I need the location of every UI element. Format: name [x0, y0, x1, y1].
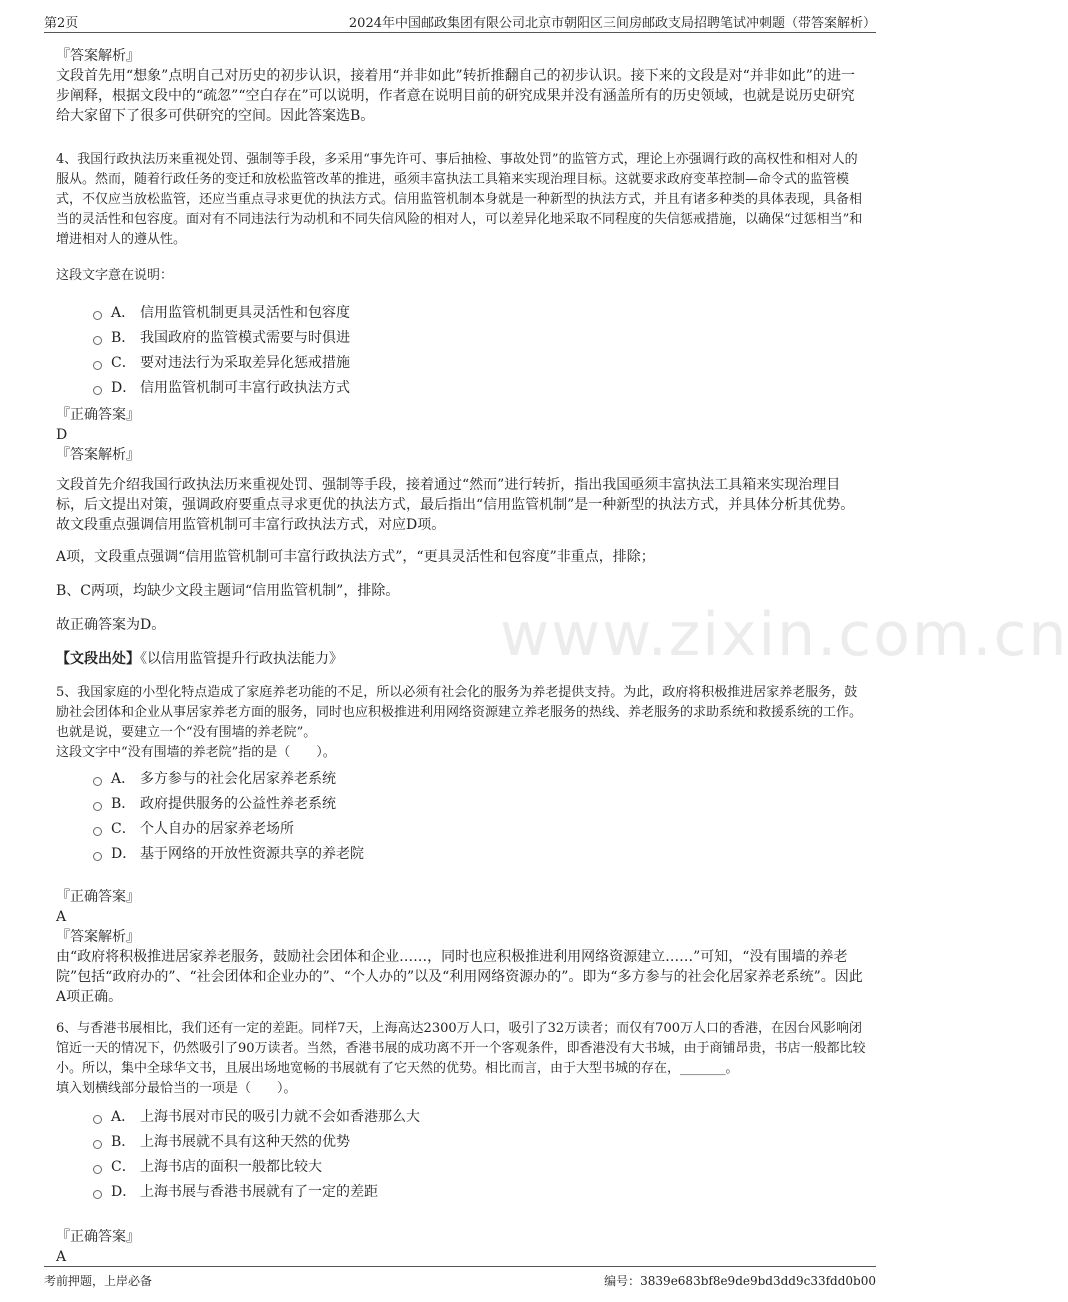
footer-slogan: 考前押题，上岸必备	[44, 1274, 153, 1288]
q4-source-title: 《以信用监管提升行政执法能力》	[140, 651, 343, 667]
radio-icon[interactable]	[93, 311, 102, 320]
q5-options	[56, 767, 868, 867]
radio-icon[interactable]	[93, 777, 102, 786]
radio-icon[interactable]	[93, 361, 102, 370]
q4-analysis-4: 故正确答案为D。	[56, 617, 166, 633]
q4-analysis-2: A项，文段重点强调“信用监管机制可丰富行政执法方式”，“更具灵活性和包容度”非重点，排除；	[56, 549, 655, 565]
q6-correct-answer: A	[56, 1249, 67, 1265]
q4-analysis-label: 『答案解析』	[56, 447, 140, 463]
radio-icon[interactable]	[93, 852, 102, 861]
q5-option-c[interactable]: C． 个人自办的居家养老场所	[56, 817, 868, 842]
q4-option-c[interactable]: C． 要对违法行为采取差异化惩戒措施	[56, 351, 868, 376]
q4-prompt: 这段文字意在说明：	[56, 268, 174, 283]
q5-stem: 5、我国家庭的小型化特点造成了家庭养老功能的不足，所以必须有社会化的服务为养老提供支持。为此，政府将积极推进居家养老服务，鼓励社会团体和企业从事居家养老方面的服务，同时也应积极推进利用网络资源建立养老服务的热线、养老服务的求助系统和救援系统的工作。也就是说，要建立一个“没有围墙的养老院”。	[56, 685, 863, 740]
q4-option-b[interactable]: B． 我国政府的监管模式需要与时俱进	[56, 326, 868, 351]
q4-option-a[interactable]: A． 信用监管机制更具灵活性和包容度	[56, 301, 868, 326]
q6-option-c[interactable]: C． 上海书店的面积一般都比较大	[56, 1155, 868, 1180]
page-footer	[44, 1266, 876, 1291]
radio-icon[interactable]	[93, 802, 102, 811]
q3-analysis: 文段首先用“想象”点明自己对历史的初步认识，接着用“并非如此”转折推翻自己的初步认识。接下来的文段是对“并非如此”的进一步阐释，根据文段中的“疏忽”“空白存在”可以说明，作者意在说明目前的研究成果并没有涵盖所有的历史领域，也就是说历史研究给大家留下了很多可供研究的空间。因此答案选B。	[56, 68, 855, 124]
page-number: 第2页	[44, 16, 79, 31]
radio-icon[interactable]	[93, 386, 102, 395]
q5-correct-label: 『正确答案』	[56, 889, 140, 905]
q5-option-d[interactable]: D． 基于网络的开放性资源共享的养老院	[56, 842, 868, 867]
radio-icon[interactable]	[93, 1165, 102, 1174]
q4-correct-answer: D	[56, 427, 68, 443]
q4-analysis-1: 文段首先介绍我国行政执法历来重视处罚、强制等手段，接着通过“然而”进行转折，指出我国亟须丰富执法工具箱来实现治理目标，后文提出对策，强调政府要重点寻求更优的执法方式，最后指出“信用监管机制”是一种新型的执法方式，并具体分析其优势。故文段重点强调信用监管机制可丰富行政执法方式，对应D项。	[56, 477, 855, 533]
radio-icon[interactable]	[93, 1115, 102, 1124]
q6-options	[56, 1105, 868, 1205]
document-code: 编号：3839e683bf8e9de9bd3dd9c33fdd0b00	[604, 1274, 876, 1288]
q5-analysis-label: 『答案解析』	[56, 929, 140, 945]
q6-prompt: 填入划横线部分最恰当的一项是（ ）。	[56, 1081, 297, 1096]
page-header	[44, 10, 876, 33]
q4-option-d[interactable]: D． 信用监管机制可丰富行政执法方式	[56, 376, 868, 401]
radio-icon[interactable]	[93, 1140, 102, 1149]
radio-icon[interactable]	[93, 336, 102, 345]
q4-source	[56, 649, 868, 669]
q5-correct-answer: A	[56, 909, 67, 925]
q6-option-a[interactable]: A． 上海书展对市民的吸引力就不会如香港那么大	[56, 1105, 868, 1130]
q5-prompt: 这段文字中“没有围墙的养老院”指的是（ ）。	[56, 745, 336, 760]
q6-stem: 6、与香港书展相比，我们还有一定的差距。同样7天，上海高达2300万人口，吸引了32万读者；而仅有700万人口的香港，在因台风影响闭馆近一天的情况下，仍然吸引了90万读者。当然，香港书展的成功离不开一个客观条件，即香港没有大书城，由于商铺昂贵，书店一般都比较小。所以，集中全球华文书，且展出场地宽畅的书展就有了它天然的优势。相比而言，由于大型书城的存在，_______。	[56, 1021, 866, 1076]
q4-correct-label: 『正确答案』	[56, 407, 140, 423]
q6-option-b[interactable]: B． 上海书展就不具有这种天然的优势	[56, 1130, 868, 1155]
q6-correct-label: 『正确答案』	[56, 1229, 140, 1245]
radio-icon[interactable]	[93, 827, 102, 836]
q5-option-a[interactable]: A． 多方参与的社会化居家养老系统	[56, 767, 868, 792]
q5-analysis: 由“政府将积极推进居家养老服务，鼓励社会团体和企业……，同时也应积极推进利用网络资源建立……”可知，“没有围墙的养老院”包括“政府办的”、“社会团体和企业办的”、“个人办的”以及“利用网络资源办的”。即为“多方参与的社会化居家养老系统”。因此A项正确。	[56, 949, 863, 1005]
q4-analysis-3: B、C两项，均缺少文段主题词“信用监管机制”，排除。	[56, 583, 400, 599]
q6-option-d[interactable]: D． 上海书展与香港书展就有了一定的差距	[56, 1180, 868, 1205]
q5-option-b[interactable]: B． 政府提供服务的公益性养老系统	[56, 792, 868, 817]
watermark: www.zixin.com.cn	[500, 600, 1068, 670]
document-title: 2024年中国邮政集团有限公司北京市朝阳区三间房邮政支局招聘笔试冲刺题（带答案解析）	[348, 16, 876, 31]
q4-stem: 4、我国行政执法历来重视处罚、强制等手段，多采用“事先许可、事后抽检、事故处罚”的监管方式，理论上亦强调行政的高权性和相对人的服从。然而，随着行政任务的变迁和放松监管改革的推进，亟须丰富执法工具箱来实现治理目标。这就要求政府变革控制—命令式的监管模式，不仅应当放松监管，还应当重点寻求更优的执法方式。信用监管机制本身就是一种新型的执法方式，并且有诸多种类的具体表现，具备相当的灵活性和包容度。面对有不同违法行为动机和不同失信风险的相对人，可以差异化地采取不同程度的失信惩戒措施，以确保“过惩相当”和增进相对人的遵从性。	[56, 152, 863, 247]
document-body	[56, 40, 868, 1267]
q3-analysis-label: 『答案解析』	[56, 48, 140, 64]
radio-icon[interactable]	[93, 1190, 102, 1199]
q4-options	[56, 301, 868, 401]
q4-source-label: 【文段出处】	[56, 651, 140, 667]
